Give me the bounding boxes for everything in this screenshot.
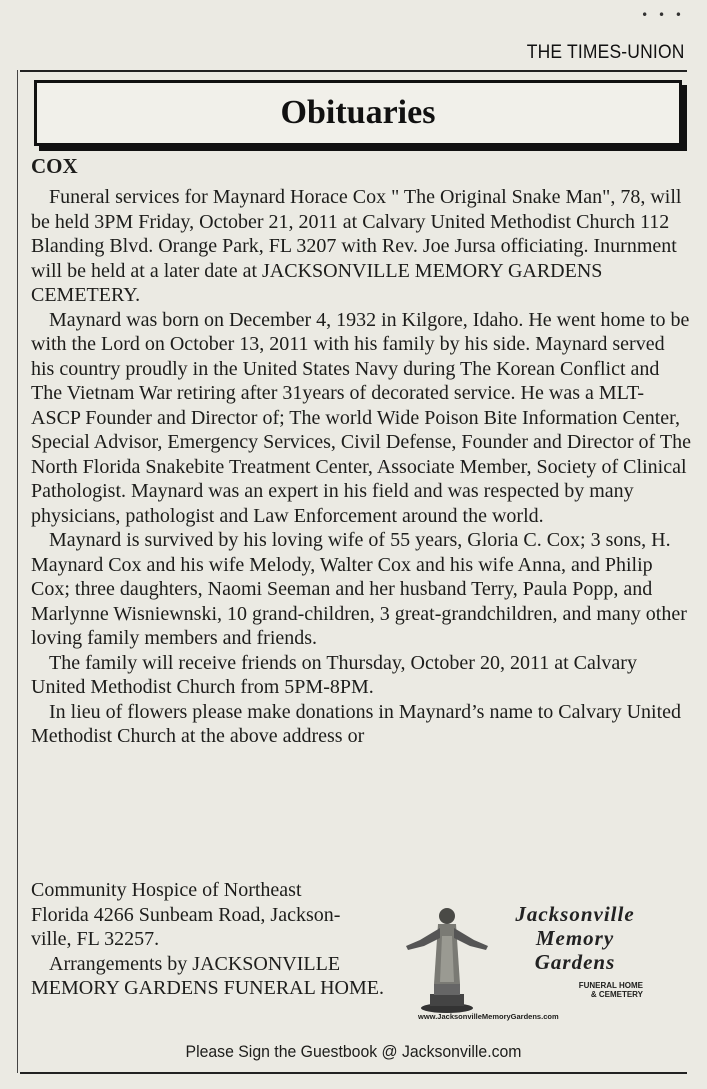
obituary-body xyxy=(18,185,691,749)
section-title: Obituaries xyxy=(280,94,436,131)
newspaper-name: THE TIMES-UNION xyxy=(527,42,685,63)
hospice-line: Florida 4266 Sunbeam Road, Jackson- xyxy=(31,903,341,926)
top-rule xyxy=(20,70,687,72)
obituary-surname: COX xyxy=(31,154,78,178)
paragraph-survivors: Maynard is survived by his loving wife of 55 years, Gloria C. Cox; 3 sons, H. Maynard Cox and his wife Melody, Walter Cox and his wife Anna, and Philip Cox; three daughters, Naomi Seeman and her husband Terry, Paula Popp, and Marlynne Wisniewnski, 10 grand-children, 3 great-grandchildren, and many other loving family members and friends. xyxy=(31,529,687,649)
paragraph-biography: Maynard was born on December 4, 1932 in Kilgore, Idaho. He went home to be with the Lord on October 13, 2011 with his family by his side. Maynard served his country proudly in the United States Navy during The Korean Conflict and The Vietnam War retiring after 31years of decorated service. He was a MLT-ASCP Founder and Director of; The world Wide Poison Bite Information Center, Special Advisor, Emergency Services, Civil Defense, Founder and Director of The North Florida Snakebite Treatment Center, Associate Member, Society of Clinical Pathologist. Maynard was an expert in his field and was respected by many physicians, pathologist and Law Enforcement around the world. xyxy=(31,308,691,527)
arrangements-text: Arrangements by JACKSONVILLE MEMORY GARDENS FUNERAL HOME. xyxy=(31,952,384,999)
page-marker-dots: • • • xyxy=(641,8,685,22)
logo-subtitle-line: & CEMETERY xyxy=(590,990,643,999)
hospice-line: ville, FL 32257. xyxy=(31,928,160,950)
obituary-column xyxy=(18,147,702,749)
logo-website: www.JacksonvilleMemoryGardens.com xyxy=(418,1012,559,1021)
logo-text xyxy=(495,902,655,999)
obituary-lower-text xyxy=(31,878,411,1001)
paragraph-visitation: The family will receive friends on Thursday, October 20, 2011 at Calvary United Methodist Church from 5PM-8PM. xyxy=(31,651,637,698)
statue-icon xyxy=(400,896,495,1014)
guestbook-notice: Please Sign the Guestbook @ Jacksonville.com xyxy=(185,1042,522,1061)
funeral-home-logo xyxy=(400,890,655,1025)
logo-name-line: Gardens xyxy=(534,950,616,974)
paragraph-donations: In lieu of flowers please make donations in Maynard’s name to Calvary United Methodist Church at the above address or xyxy=(31,700,682,747)
logo-subtitle-line: FUNERAL HOME xyxy=(578,981,643,990)
logo-name-line: Jacksonville xyxy=(515,902,635,926)
hospice-line: Community Hospice of Northeast xyxy=(31,879,302,901)
paragraph-funeral-services: Funeral services for Maynard Horace Cox " The Original Snake Man", 78, will be held 3PM Friday, October 21, 2011 at Calvary United Methodist Church 112 Blanding Blvd. Orange Park, FL 3207 with Rev. Joe Jursa officiating. Inurnment will be held at a later date at JACKSONVILLE MEMORY GARDENS CEMETERY. xyxy=(31,186,682,306)
bottom-rule xyxy=(20,1072,687,1074)
logo-subtitle xyxy=(495,981,655,999)
logo-name-line: Memory xyxy=(535,926,615,950)
section-banner xyxy=(34,80,682,146)
